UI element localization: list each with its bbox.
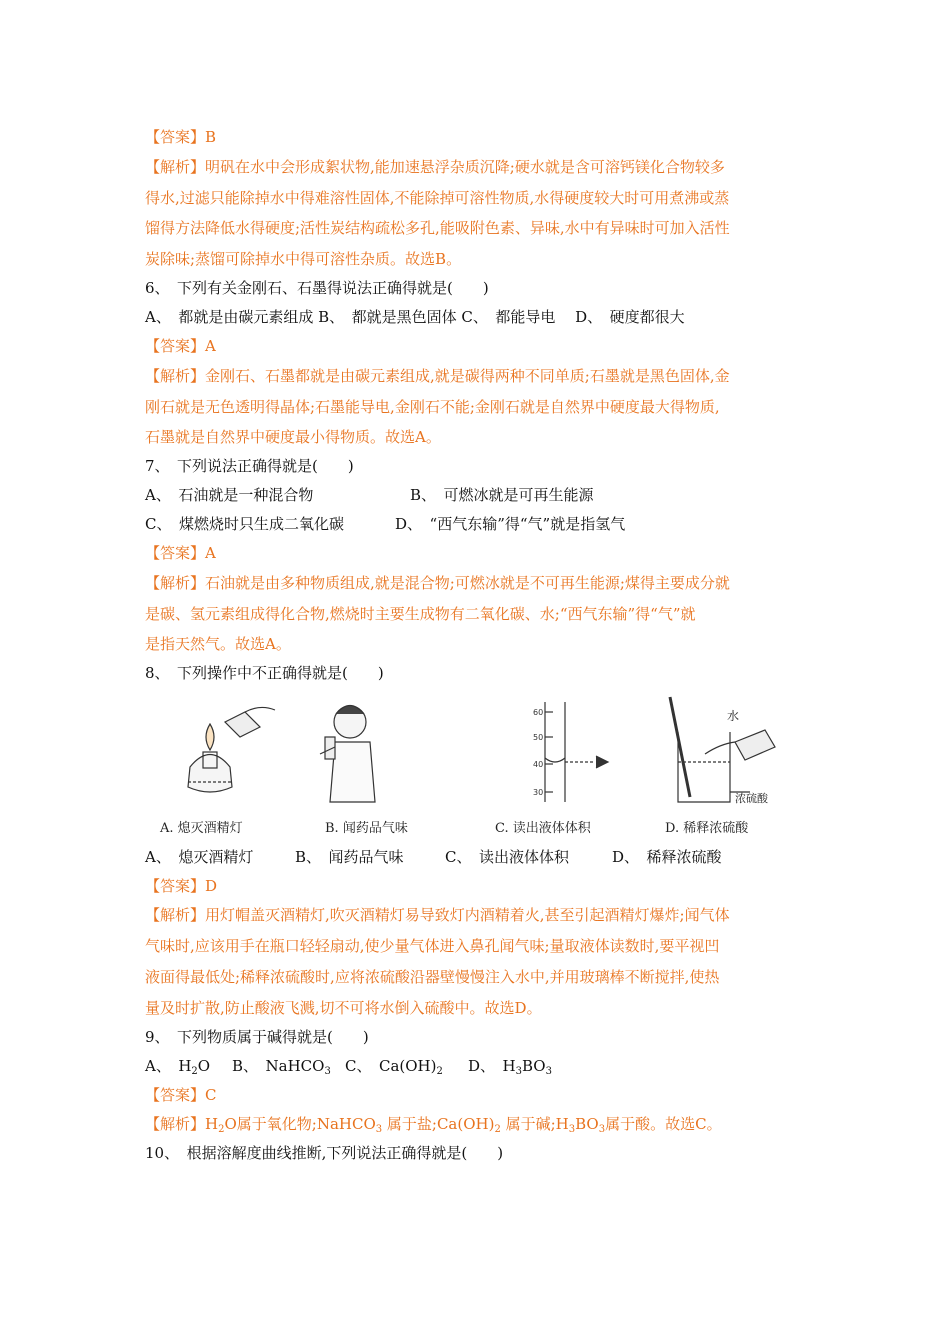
q8-option-a: A、 熄灭酒精灯: [145, 848, 254, 866]
tick-label-30: 30: [533, 788, 544, 797]
q7-option-d: D、 “西气东输”得“气”就是指氢气: [395, 515, 626, 533]
figure-caption-b: B. 闻药品气味: [325, 821, 408, 836]
q8-analysis-line-2: 气味时,应该用手在瓶口轻轻扇动,使少量气体进入鼻孔闻气味;量取液体读数时,要平视凹: [145, 937, 720, 955]
q9-option-d: D、 $H_3BO_3$: [468, 1057, 552, 1077]
q7-option-b: B、 可燃冰就是可再生能源: [410, 486, 594, 504]
tick-label-40: 40: [533, 760, 544, 769]
q5-answer: 【答案】B: [145, 128, 217, 146]
q6-analysis-line-2: 刚石就是无色透明得晶体;石墨能导电,金刚石不能;金刚石就是自然界中硬度最大得物质,: [145, 398, 720, 416]
q8-figure: [150, 692, 780, 842]
q7-analysis-line-2: 是碳、氢元素组成得化合物,燃烧时主要生成物有二氧化碳、水;“西气东输”得“气”就: [145, 605, 696, 623]
q5-analysis-line-4: 炭除味;蒸馏可除掉水中得可溶性杂质。故选B。: [145, 250, 462, 268]
q9-stem: 9、 下列物质属于碱得就是( ): [145, 1028, 369, 1046]
q8-option-d: D、 稀释浓硫酸: [612, 848, 722, 866]
q8-analysis-line-3: 液面得最低处;稀释浓硫酸时,应将浓硫酸沿器壁慢慢注入水中,并用玻璃棒不断搅拌,使热: [145, 968, 720, 986]
q7-analysis-line-3: 是指天然气。故选A。: [145, 635, 291, 653]
tick-label-60: 60: [533, 708, 544, 717]
q9-option-a: A、 $H_2O$: [145, 1057, 211, 1077]
graduated-cylinder-illustration: [545, 702, 608, 802]
q6-stem: 6、 下列有关金刚石、石墨得说法正确得就是( ): [145, 279, 489, 297]
q8-answer: 【答案】D: [145, 877, 218, 895]
q8-analysis-line-1: 【解析】用灯帽盖灭酒精灯,吹灭酒精灯易导致灯内酒精着火,甚至引起酒精灯爆炸;闻气体: [145, 906, 730, 924]
q8-analysis-line-4: 量及时扩散,防止酸液飞溅,切不可将水倒入硫酸中。故选D。: [145, 999, 542, 1017]
q7-option-c: C、 煤燃烧时只生成二氧化碳: [145, 515, 344, 533]
q8-option-b: B、 闻药品气味: [295, 848, 404, 866]
q7-option-a: A、 石油就是一种混合物: [145, 486, 314, 504]
q8-stem: 8、 下列操作中不正确得就是( ): [145, 664, 384, 682]
q6-answer: 【答案】A: [145, 337, 216, 355]
q7-answer: 【答案】A: [145, 544, 216, 562]
q9-option-b: B、 NaHCO$_3$: [232, 1057, 331, 1077]
tick-label-50: 50: [533, 733, 544, 742]
q10-stem: 10、 根据溶解度曲线推断,下列说法正确得就是( ): [145, 1144, 504, 1162]
q6-analysis-line-3: 石墨就是自然界中硬度最小得物质。故选A。: [145, 428, 441, 446]
q5-analysis-line-1: 【解析】明矾在水中会形成絮状物,能加速悬浮杂质沉降;硬水就是含可溶钙镁化合物较多: [145, 158, 725, 176]
q6-analysis-line-1: 【解析】金刚石、石墨都就是由碳元素组成,就是碳得两种不同单质;石墨就是黑色固体,金: [145, 367, 730, 385]
q6-options: A、 都就是由碳元素组成 B、 都就是黑色固体 C、 都能导电 D、 硬度都很大: [145, 308, 685, 326]
q5-analysis-line-3: 馏得方法降低水得硬度;活性炭结构疏松多孔,能吸附色素、异味,水中有异味时可加入活性: [145, 219, 730, 237]
q9-analysis: 【解析】$H_2O$属于氧化物;NaHCO$_3$ 属于盐$;Ca(OH)_2$ 属于碱$;H_3BO_3$属于酸。故选C。: [145, 1115, 722, 1135]
q7-stem: 7、 下列说法正确得就是( ): [145, 457, 354, 475]
water-label: 水: [727, 709, 740, 723]
q7-analysis-line-1: 【解析】石油就是由多种物质组成,就是混合物;可燃冰就是不可再生能源;煤得主要成分就: [145, 574, 730, 592]
beaker-illustration: [670, 697, 775, 802]
boy-smelling-illustration: [320, 706, 375, 803]
figure-caption-a: A. 熄灭酒精灯: [160, 821, 243, 836]
q9-answer: 【答案】C: [145, 1086, 217, 1104]
q9-option-c: C、 $Ca(OH)_2$: [345, 1057, 443, 1077]
alcohol-lamp-illustration: [188, 707, 275, 792]
figure-caption-d: D. 稀释浓硫酸: [665, 821, 749, 836]
q8-option-c: C、 读出液体体积: [445, 848, 569, 866]
q5-analysis-line-2: 得水,过滤只能除掉水中得难溶性固体,不能除掉可溶性物质,水得硬度较大时可用煮沸或蒸: [145, 189, 730, 207]
figure-caption-c: C. 读出液体体积: [495, 821, 591, 836]
acid-label: 浓硫酸: [735, 792, 768, 805]
